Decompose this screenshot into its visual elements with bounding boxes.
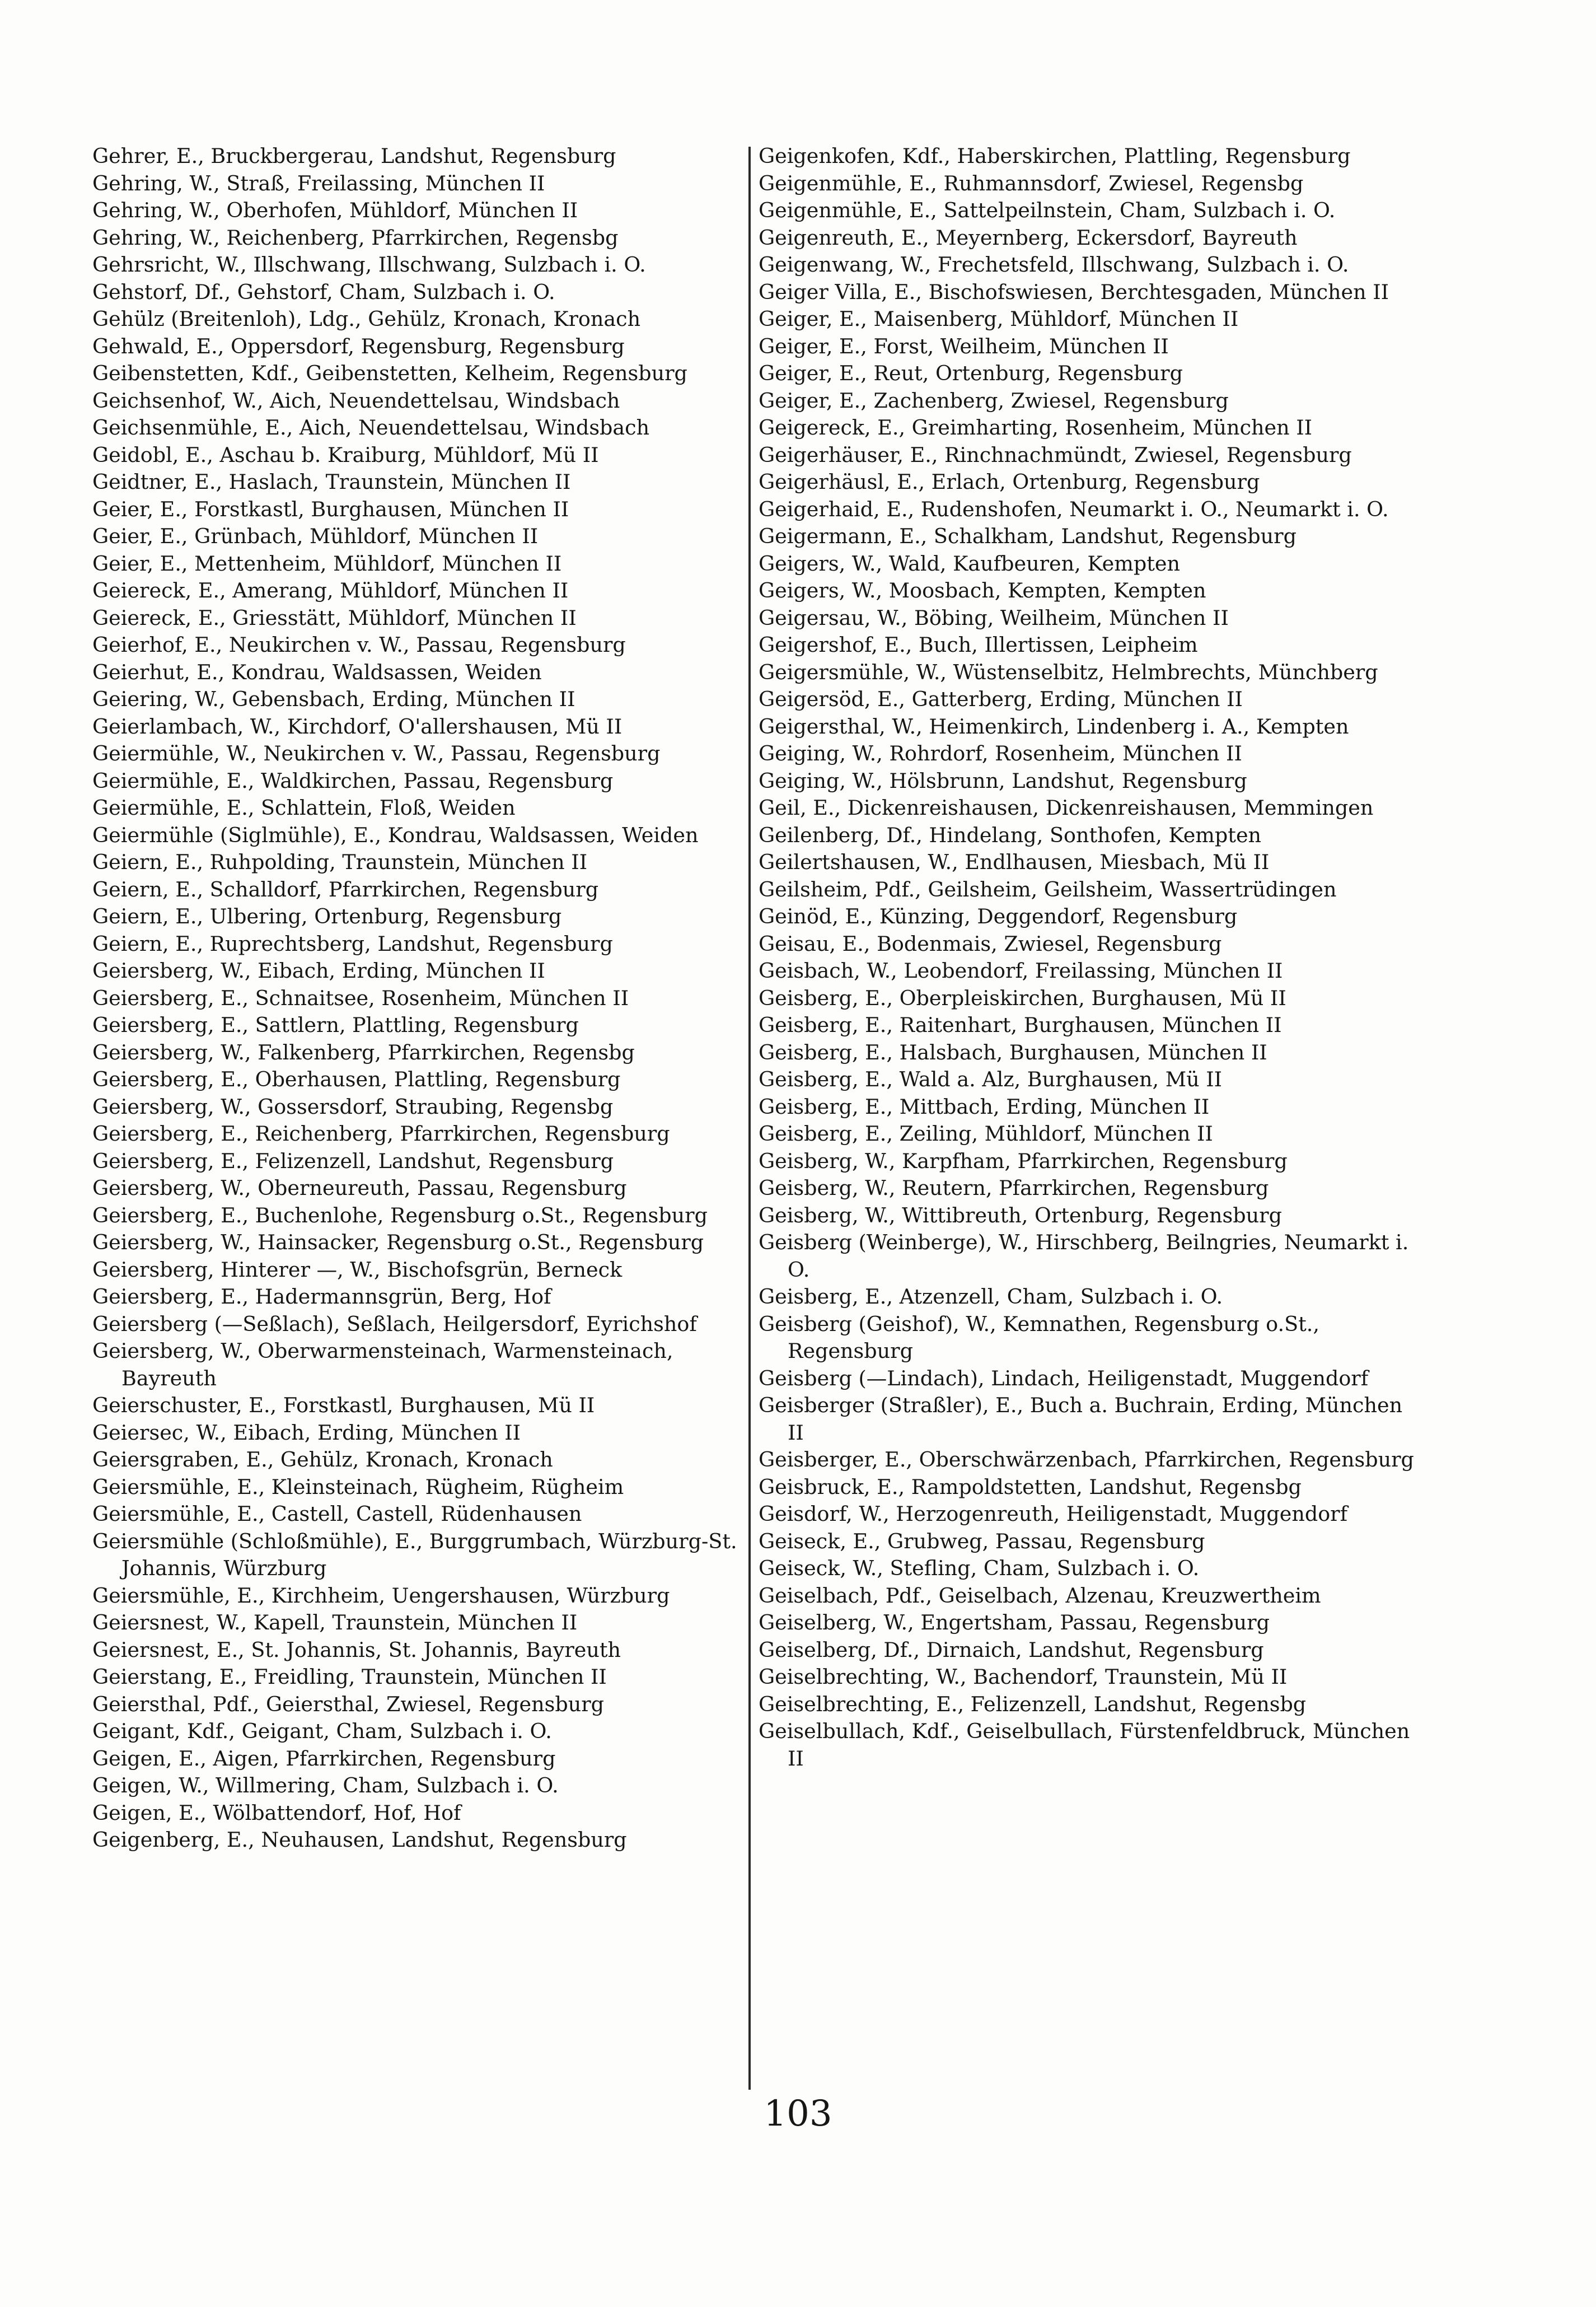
gazetteer-entry: Geiging, W., Rohrdorf, Rosenheim, München II [759,741,1242,765]
gazetteer-entry: Geisberg, W., Reutern, Pfarrkirchen, Regensburg [759,1176,1269,1200]
gazetteer-entry: Geigers, W., Moosbach, Kempten, Kempten [759,578,1206,603]
gazetteer-entry: Geigenreuth, E., Meyernberg, Eckersdorf, Bayreuth [759,225,1298,250]
gazetteer-entry: Geisberg, W., Karpfham, Pfarrkirchen, Regensburg [759,1148,1288,1173]
left-column [92,143,750,1854]
gazetteer-entry: Geisberg, E., Halsbach, Burghausen, München II [759,1040,1267,1064]
gazetteer-entry: Geisberg, E., Oberpleiskirchen, Burghausen, Mü II [759,986,1286,1010]
gazetteer-entry: Gehrer, E., Bruckbergerau, Landshut, Regensburg [92,144,616,168]
gazetteer-entry: Geigant, Kdf., Geigant, Cham, Sulzbach i. O. [92,1719,552,1743]
gazetteer-entry: Geisbach, W., Leobendorf, Freilassing, München II [759,959,1283,983]
gazetteer-entry: Geiersberg, Hinterer —, W., Bischofsgrün, Berneck [92,1257,623,1282]
gazetteer-entry: Geigersmühle, W., Wüstenselbitz, Helmbrechts, Münchberg [759,660,1378,684]
gazetteer-entry: Gehring, W., Straß, Freilassing, München II [92,171,545,195]
gazetteer-entry: Geil, E., Dickenreishausen, Dickenreishausen, Memmingen [759,796,1374,820]
gazetteer-entry: Geiersberg, W., Gossersdorf, Straubing, Regensbg [92,1094,614,1119]
gazetteer-entry: Geigenmühle, E., Sattelpeilnstein, Cham, Sulzbach i. O. [759,198,1336,222]
gazetteer-entry: Geiersberg, W., Eibach, Erding, München II [92,959,545,983]
gazetteer-entry: Geiger Villa, E., Bischofswiesen, Berchtesgaden, München II [759,279,1389,304]
gazetteer-entry: Geiersberg, E., Oberhausen, Plattling, Regensburg [92,1067,621,1091]
gazetteer-entry: Geiersberg, E., Hadermannsgrün, Berg, Hof [92,1285,551,1309]
gazetteer-entry: Geiersberg, W., Oberneureuth, Passau, Regensburg [92,1176,627,1200]
gazetteer-entry: Geisberger, E., Oberschwärzenbach, Pfarrkirchen, Regensburg [759,1447,1414,1472]
gazetteer-entry: Geigerhaid, E., Rudenshofen, Neumarkt i. O., Neumarkt i. O. [759,497,1389,521]
gazetteer-entry: Geiersberg, E., Buchenlohe, Regensburg o.St., Regensburg [92,1203,708,1227]
gazetteer-entry: Geigerhäusl, E., Erlach, Ortenburg, Regensburg [759,470,1260,494]
gazetteer-entry: Gehring, W., Reichenberg, Pfarrkirchen, Regensbg [92,225,619,250]
gazetteer-entry: Geisberg, E., Raitenhart, Burghausen, München II [759,1013,1282,1037]
gazetteer-entry: Geiersberg, E., Reichenberg, Pfarrkirchen, Regensburg [92,1122,670,1146]
gazetteer-entry: Geisberg (Geishof), W., Kemnathen, Regensburg o.St., Regensburg [759,1311,1319,1363]
gazetteer-entry: Geier, E., Grünbach, Mühldorf, München II [92,524,539,548]
gazetteer-entry: Gehring, W., Oberhofen, Mühldorf, München II [92,198,578,222]
gazetteer-entry: Geichsenhof, W., Aich, Neuendettelsau, Windsbach [92,388,620,413]
gazetteer-entry: Geidobl, E., Aschau b. Kraiburg, Mühldorf, Mü II [92,442,599,467]
gazetteer-entry: Geisberg, E., Wald a. Alz, Burghausen, Mü II [759,1067,1223,1091]
right-column [759,143,1416,1772]
gazetteer-entry: Geiermühle, E., Schlattein, Floß, Weiden [92,796,516,820]
gazetteer-entry: Geiger, E., Zachenberg, Zwiesel, Regensburg [759,388,1229,413]
gazetteer-entry: Geiger, E., Reut, Ortenburg, Regensburg [759,361,1183,385]
gazetteer-entry: Geibenstetten, Kdf., Geibenstetten, Kelheim, Regensburg [92,361,687,385]
gazetteer-entry: Geierhof, E., Neukirchen v. W., Passau, Regensburg [92,633,626,657]
gazetteer-entry: Geiersnest, W., Kapell, Traunstein, München II [92,1610,578,1634]
gazetteer-entry: Geisberg (—Lindach), Lindach, Heiligenstadt, Muggendorf [759,1366,1369,1390]
gazetteer-entry: Geier, E., Forstkastl, Burghausen, München II [92,497,569,521]
gazetteer-entry: Geiseck, E., Grubweg, Passau, Regensburg [759,1529,1205,1553]
gazetteer-entry: Geierlambach, W., Kirchdorf, O'allershausen, Mü II [92,714,623,739]
gazetteer-entry: Geigenwang, W., Frechetsfeld, Illschwang, Sulzbach i. O. [759,253,1349,277]
gazetteer-entry: Gehstorf, Df., Gehstorf, Cham, Sulzbach i. O. [92,279,555,304]
gazetteer-entry: Geiersgraben, E., Gehülz, Kronach, Kronach [92,1447,553,1472]
gazetteer-entry: Geiersberg, W., Oberwarmensteinach, Warmensteinach, Bayreuth [92,1339,673,1390]
gazetteer-entry: Geiging, W., Hölsbrunn, Landshut, Regensburg [759,768,1247,793]
gazetteer-entry: Geier, E., Mettenheim, Mühldorf, München II [92,551,562,576]
gazetteer-entry: Geigermann, E., Schalkham, Landshut, Regensburg [759,524,1297,548]
gazetteer-entry: Geigershof, E., Buch, Illertissen, Leipheim [759,633,1198,657]
gazetteer-entry: Geilertshausen, W., Endlhausen, Miesbach, Mü II [759,850,1270,874]
gazetteer-entry: Gehrsricht, W., Illschwang, Illschwang, Sulzbach i. O. [92,253,646,277]
gazetteer-entry: Geiern, E., Ruhpolding, Traunstein, München II [92,850,588,874]
gazetteer-entry: Geiselberg, Df., Dirnaich, Landshut, Regensburg [759,1637,1264,1662]
gazetteer-entry: Geisdorf, W., Herzogenreuth, Heiligenstadt, Muggendorf [759,1502,1348,1526]
gazetteer-entry: Geisbruck, E., Rampoldstetten, Landshut, Regensbg [759,1474,1302,1499]
gazetteer-entry: Geiersthal, Pdf., Geiersthal, Zwiesel, Regensburg [92,1692,605,1716]
gazetteer-entry: Geisberger (Straßler), E., Buch a. Buchrain, Erding, München II [759,1393,1403,1445]
gazetteer-entry: Geigereck, E., Greimharting, Rosenheim, München II [759,415,1313,440]
gazetteer-entry: Geiereck, E., Amerang, Mühldorf, München II [92,578,569,603]
gazetteer-entry: Geisau, E., Bodenmais, Zwiesel, Regensburg [759,931,1222,956]
gazetteer-entry: Geiersnest, E., St. Johannis, St. Johannis, Bayreuth [92,1637,621,1662]
gazetteer-entry: Geisberg, E., Zeiling, Mühldorf, München II [759,1122,1213,1146]
gazetteer-entry: Geiger, E., Maisenberg, Mühldorf, München II [759,307,1239,331]
page-number: 103 [764,2093,832,2135]
gazetteer-entry: Geiersec, W., Eibach, Erding, München II [92,1420,521,1445]
gazetteer-entry: Geiselbrechting, E., Felizenzell, Landshut, Regensbg [759,1692,1307,1716]
gazetteer-entry: Geiern, E., Schalldorf, Pfarrkirchen, Regensburg [92,877,599,902]
gazetteer-entry: Geiersmühle, E., Castell, Castell, Rüdenhausen [92,1502,582,1526]
gazetteer-entry: Geiermühle, E., Waldkirchen, Passau, Regensburg [92,768,614,793]
gazetteer-entry: Geisberg, E., Mittbach, Erding, München II [759,1094,1210,1119]
gazetteer-entry: Geigenberg, E., Neuhausen, Landshut, Regensburg [92,1828,627,1852]
gazetteer-entry: Geierschuster, E., Forstkastl, Burghausen, Mü II [92,1393,595,1417]
gazetteer-entry: Geigenkofen, Kdf., Haberskirchen, Plattling, Regensburg [759,144,1351,168]
gazetteer-entry: Geigersöd, E., Gatterberg, Erding, München II [759,687,1243,711]
gazetteer-entry: Geiersberg, E., Sattlern, Plattling, Regensburg [92,1013,579,1037]
gazetteer-entry: Geigen, E., Aigen, Pfarrkirchen, Regensburg [92,1746,556,1771]
gazetteer-entry: Geiselbrechting, W., Bachendorf, Traunstein, Mü II [759,1665,1288,1689]
gazetteer-entry: Geilsheim, Pdf., Geilsheim, Geilsheim, Wassertrüdingen [759,877,1337,902]
column-divider [748,147,751,2090]
gazetteer-entry: Geiersmühle, E., Kirchheim, Uengershausen, Würzburg [92,1583,670,1608]
gazetteer-entry: Geiereck, E., Griesstätt, Mühldorf, München II [92,605,577,630]
gazetteer-entry: Geiersberg, W., Hainsacker, Regensburg o.St., Regensburg [92,1230,704,1254]
gazetteer-entry: Geiern, E., Ulbering, Ortenburg, Regensburg [92,904,562,928]
gazetteer-entry: Geiseck, W., Stefling, Cham, Sulzbach i. O. [759,1556,1200,1580]
gazetteer-entry: Geiger, E., Forst, Weilheim, München II [759,334,1169,358]
gazetteer-entry: Geiselbullach, Kdf., Geiselbullach, Fürstenfeldbruck, München II [759,1719,1410,1771]
gazetteer-entry: Geigen, W., Willmering, Cham, Sulzbach i. O. [92,1773,559,1797]
gazetteer-entry: Geiersberg, E., Schnaitsee, Rosenheim, München II [92,986,629,1010]
gazetteer-entry: Geisberg (Weinberge), W., Hirschberg, Beilngries, Neumarkt i. O. [759,1230,1409,1282]
gazetteer-entry: Geigers, W., Wald, Kaufbeuren, Kempten [759,551,1180,576]
gazetteer-entry: Geiersmühle (Schloßmühle), E., Burggrumbach, Würzburg-St. Johannis, Würzburg [92,1529,737,1580]
gazetteer-entry: Gehülz (Breitenloh), Ldg., Gehülz, Kronach, Kronach [92,307,641,331]
gazetteer-entry: Geidtner, E., Haslach, Traunstein, München II [92,470,571,494]
gazetteer-entry: Geiersberg, W., Falkenberg, Pfarrkirchen, Regensbg [92,1040,635,1064]
gazetteer-entry: Geiern, E., Ruprechtsberg, Landshut, Regensburg [92,931,613,956]
gazetteer-entry: Geichsenmühle, E., Aich, Neuendettelsau, Windsbach [92,415,650,440]
gazetteer-entry: Geigersau, W., Böbing, Weilheim, München II [759,605,1229,630]
gazetteer-entry: Geigen, E., Wölbattendorf, Hof, Hof [92,1800,461,1825]
gazetteer-entry: Geiersberg (—Seßlach), Seßlach, Heilgersdorf, Eyrichshof [92,1311,697,1336]
gazetteer-entry: Geiersmühle, E., Kleinsteinach, Rügheim, Rügheim [92,1474,624,1499]
gazetteer-entry: Geisberg, W., Wittibreuth, Ortenburg, Regensburg [759,1203,1282,1227]
gazetteer-entry: Geiermühle, W., Neukirchen v. W., Passau, Regensburg [92,741,661,765]
gazetteer-entry: Geinöd, E., Künzing, Deggendorf, Regensburg [759,904,1238,928]
gazetteer-entry: Geierhut, E., Kondrau, Waldsassen, Weiden [92,660,542,684]
gazetteer-entry: Geisberg, E., Atzenzell, Cham, Sulzbach i. O. [759,1285,1223,1309]
gazetteer-entry: Geiermühle (Siglmühle), E., Kondrau, Waldsassen, Weiden [92,823,699,847]
gazetteer-entry: Geilenberg, Df., Hindelang, Sonthofen, Kempten [759,823,1262,847]
gazetteer-entry: Geigenmühle, E., Ruhmannsdorf, Zwiesel, Regensbg [759,171,1304,195]
gazetteer-entry: Geigerhäuser, E., Rinchnachmündt, Zwiesel, Regensburg [759,442,1352,467]
gazetteer-entry: Geiselberg, W., Engertsham, Passau, Regensburg [759,1610,1270,1634]
gazetteer-entry: Geiering, W., Gebensbach, Erding, München II [92,687,575,711]
gazetteer-entry: Geigersthal, W., Heimenkirch, Lindenberg i. A., Kempten [759,714,1349,739]
gazetteer-entry: Gehwald, E., Oppersdorf, Regensburg, Regensburg [92,334,625,358]
gazetteer-entry: Geiersberg, E., Felizenzell, Landshut, Regensburg [92,1148,614,1173]
gazetteer-entry: Geierstang, E., Freidling, Traunstein, München II [92,1665,607,1689]
gazetteer-entry: Geiselbach, Pdf., Geiselbach, Alzenau, Kreuzwertheim [759,1583,1321,1608]
